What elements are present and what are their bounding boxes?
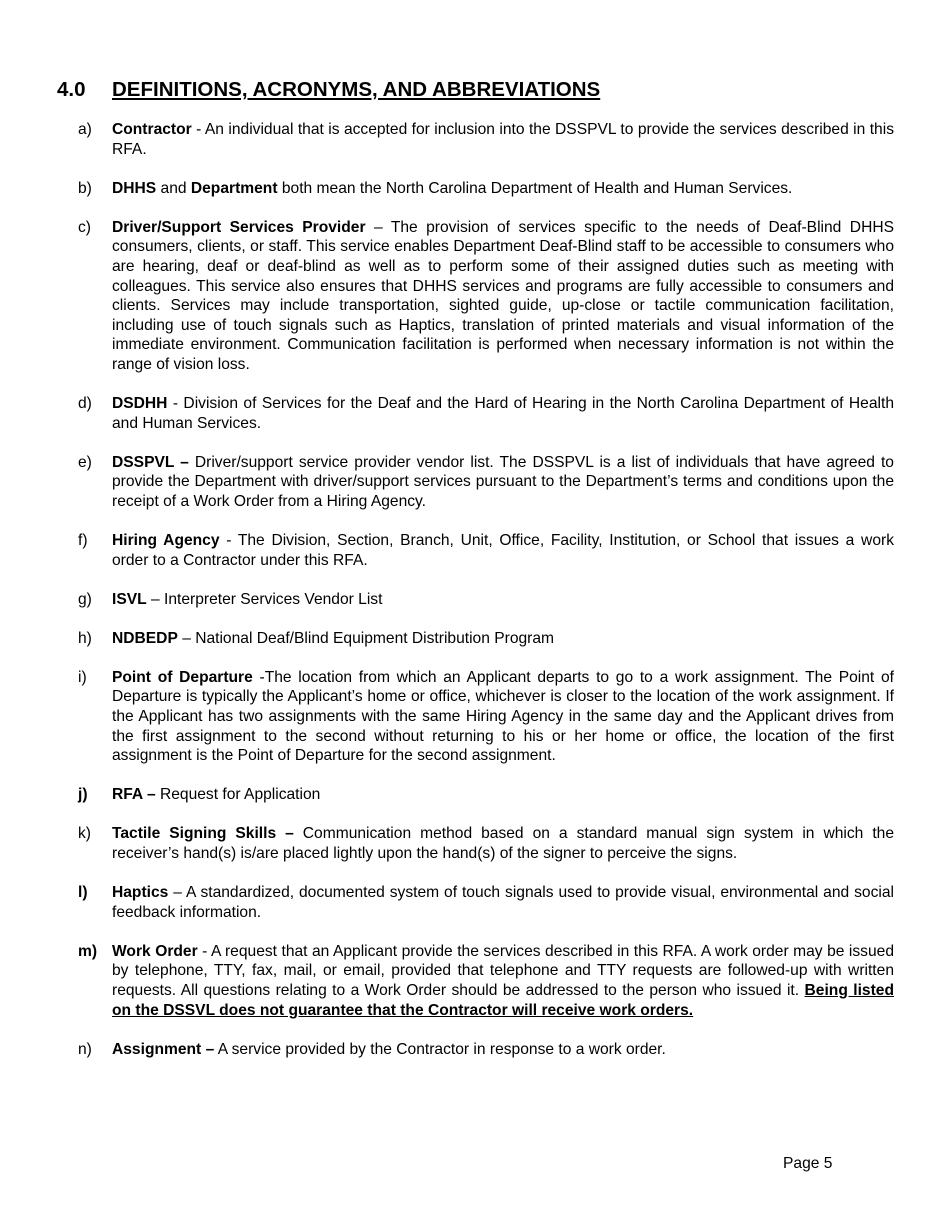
definition-emphasis: Being listed on the DSSVL does not guarantee that the Contractor will receive work orders.: [112, 982, 894, 1019]
item-label: d): [78, 395, 92, 413]
item-label: h): [78, 629, 92, 647]
definition-body: - The Division, Section, Branch, Unit, Office, Facility, Institution, or School that issues a work order to a Contractor under this RFA.: [112, 532, 894, 569]
definition-text: [112, 883, 894, 922]
item-label: b): [78, 179, 92, 197]
definition-item-j: [78, 785, 894, 805]
definition-body: – The provision of services specific to the needs of Deaf-Blind DHHS consumers, clients, or staff. This service enables Department Deaf-Blind staff to be accessible to consumers who are hearing, deaf or deaf-blind as well as to perform some of their assigned duties such as meeting with colleagues. This service also ensures that DHHS services and programs are fully accessible to consumers and clients. Services may include transportation, sighted guide, up-close or tactile communication facilitation, including use of touch signals such as Haptics, translation of printed materials and visual information of the immediate environment. Communication facilitation is performed when necessary information is not within the range of vision loss.: [112, 218, 894, 373]
definition-item-k: [78, 824, 894, 863]
definition-term: Haptics: [112, 884, 169, 902]
page-number: Page 5: [783, 1155, 833, 1172]
definition-text: [112, 120, 894, 159]
definition-item-a: [78, 120, 894, 159]
definition-body: - A request that an Applicant provide the services described in this RFA. A work order may be issued by telephone, TTY, fax, mail, or email, provided that telephone and TTY requests are followed-up with written requests. All questions relating to a Work Order should be addressed to the person who issued it.: [112, 942, 894, 999]
definition-term: NDBEDP: [112, 629, 178, 647]
definition-text: [112, 218, 894, 375]
definition-item-m: [78, 942, 894, 1020]
definition-text: [112, 629, 894, 649]
definition-body: both mean the North Carolina Department of Health and Human Services.: [277, 179, 793, 197]
item-label: e): [78, 453, 92, 471]
definition-term: Tactile Signing Skills –: [112, 825, 294, 843]
definition-text: [112, 785, 894, 805]
definition-body: - Division of Services for the Deaf and the Hard of Hearing in the North Carolina Department of Health and Human Services.: [112, 395, 894, 432]
definition-body: -The location from which an Applicant departs to go to a work assignment. The Point of Departure is typically the Applicant’s home or office, whichever is closer to the location of the work assignment. If the Applicant has two assignments with the same Hiring Agency in the same day and the Applicant drives from the first assignment to the second without returning to his or her home or office, the location of the first assignment is the Point of Departure for the second assignment.: [112, 668, 894, 765]
section-number: 4.0: [57, 78, 86, 101]
definition-item-c: [78, 218, 894, 375]
item-label: m): [78, 942, 98, 960]
definition-text: [112, 942, 894, 1020]
definition-term: ISVL: [112, 590, 147, 608]
definition-connector: and: [156, 179, 191, 197]
definition-item-n: [78, 1040, 894, 1060]
definition-term: DSSPVL –: [112, 453, 189, 471]
definition-text: [112, 394, 894, 433]
item-label: j): [78, 786, 88, 804]
definition-text: [112, 824, 894, 863]
item-label: i): [78, 668, 87, 686]
item-label: a): [78, 121, 92, 138]
definition-term: Driver/Support Services Provider: [112, 218, 366, 236]
definition-body: Driver/support service provider vendor list. The DSSPVL is a list of individuals that have agreed to provide the Department with driver/support services pursuant to the Department’s terms and conditions upon the receipt of a Work Order from a Hiring Agency.: [112, 453, 894, 510]
definition-text: [112, 531, 894, 570]
definition-item-b: [78, 179, 894, 199]
definition-body: – National Deaf/Blind Equipment Distribution Program: [177, 629, 555, 647]
item-label: g): [78, 590, 92, 608]
definition-body: – A standardized, documented system of touch signals used to provide visual, environmental and social feedback information.: [112, 884, 894, 921]
definition-item-h: [78, 629, 894, 649]
definitions-list: [78, 120, 894, 1079]
definition-term: RFA –: [112, 786, 156, 804]
definition-item-f: [78, 531, 894, 570]
definition-text: [112, 453, 894, 512]
definition-term-2: Department: [190, 179, 278, 197]
definition-body: - An individual that is accepted for inclusion into the DSSPVL to provide the services described in this RFA.: [112, 121, 894, 158]
definition-item-g: [78, 590, 894, 610]
item-label: f): [78, 532, 88, 549]
definition-item-l: [78, 883, 894, 922]
definition-body: Communication method based on a standard manual sign system in which the receiver’s hand(s) is/are placed lightly upon the hand(s) of the signer to perceive the signs.: [112, 825, 895, 863]
item-label: n): [78, 1040, 92, 1058]
definition-term: DSDHH: [112, 395, 168, 413]
definition-term: Assignment –: [112, 1040, 215, 1058]
item-label: l): [78, 884, 88, 902]
item-label: k): [78, 825, 91, 843]
definition-body: Request for Application: [155, 786, 321, 804]
definition-text: [112, 668, 894, 766]
definition-text: [112, 1040, 894, 1060]
definition-term: DHHS: [112, 179, 157, 197]
definition-term: Work Order: [112, 942, 198, 960]
definition-body: – Interpreter Services Vendor List: [146, 590, 383, 608]
definition-item-d: [78, 394, 894, 433]
definition-term: Contractor: [112, 121, 192, 138]
definition-term: Hiring Agency: [112, 532, 220, 549]
definition-body: A service provided by the Contractor in response to a work order.: [214, 1040, 666, 1058]
definition-text: [112, 590, 894, 610]
item-label: c): [78, 218, 91, 236]
section-title: DEFINITIONS, ACRONYMS, AND ABBREVIATIONS: [112, 78, 601, 101]
definition-item-i: [78, 668, 894, 766]
definition-term: Point of Departure: [112, 668, 253, 686]
definition-text: [112, 179, 894, 199]
section-heading: [57, 78, 600, 102]
definition-item-e: [78, 453, 894, 512]
